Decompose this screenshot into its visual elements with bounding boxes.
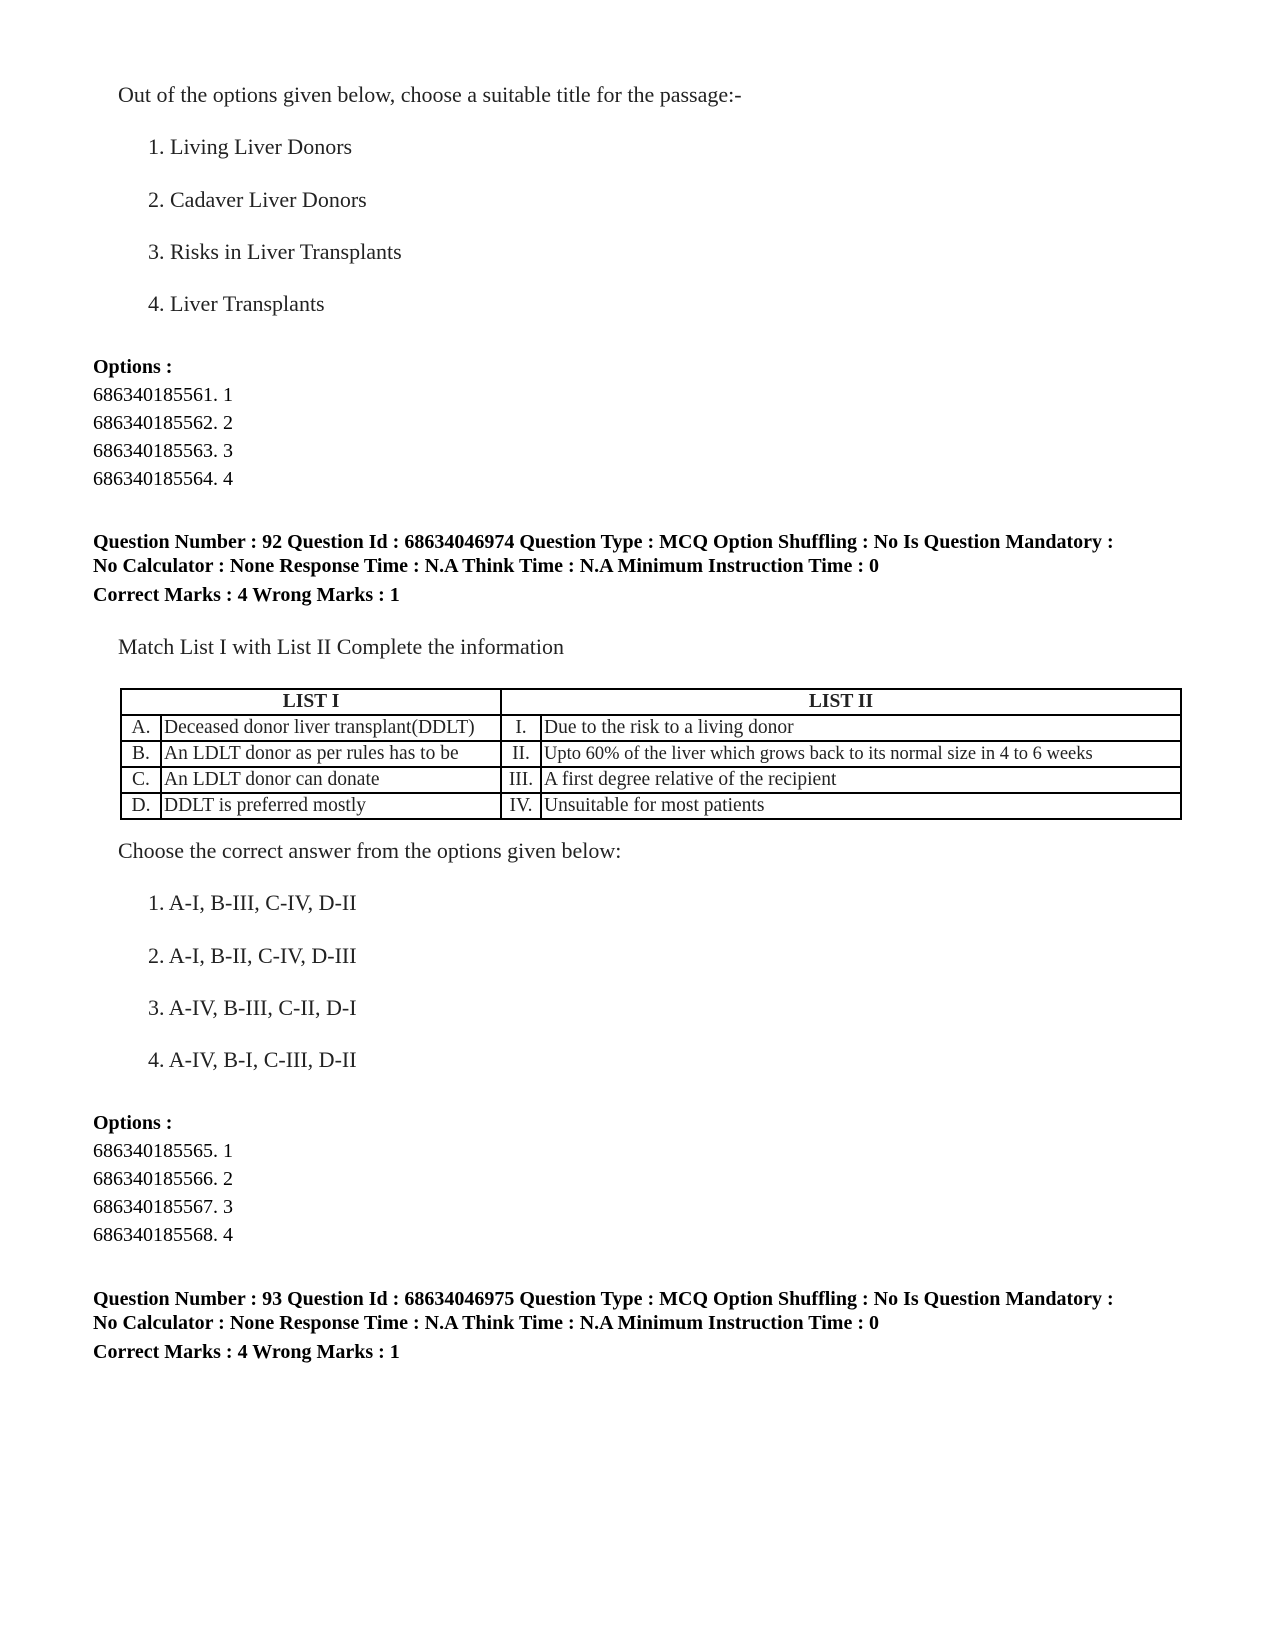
q91-option-id-1: 686340185561. 1 — [93, 384, 233, 406]
q92-options-label: Options : — [93, 1112, 173, 1134]
q92-option-id-4: 686340185568. 4 — [93, 1224, 233, 1246]
list2-numeral: II. — [501, 741, 541, 767]
q91-option-id-3: 686340185563. 3 — [93, 440, 233, 462]
q91-option-id-4: 686340185564. 4 — [93, 468, 233, 490]
list1-letter: B. — [121, 741, 161, 767]
list2-numeral: III. — [501, 767, 541, 793]
q92-choice-2: 2. A-I, B-II, C-IV, D-III — [148, 943, 357, 968]
list2-item: Due to the risk to a living donor — [541, 715, 1181, 741]
table-row — [121, 715, 1181, 741]
q92-option-id-3: 686340185567. 3 — [93, 1196, 233, 1218]
q92-marks: Correct Marks : 4 Wrong Marks : 1 — [93, 584, 400, 606]
q91-choice-3: 3. Risks in Liver Transplants — [148, 239, 402, 264]
q91-stem: Out of the options given below, choose a suitable title for the passage:- — [118, 82, 742, 107]
table-row — [121, 767, 1181, 793]
list2-item: Unsuitable for most patients — [541, 793, 1181, 819]
table-row — [121, 793, 1181, 819]
q91-choice-1: 1. Living Liver Donors — [148, 134, 353, 159]
q92-meta-line2: No Calculator : None Response Time : N.A Think Time : N.A Minimum Instruction Time : 0 — [93, 555, 879, 577]
match-table-header — [121, 689, 1181, 715]
match-table — [120, 688, 1182, 820]
list2-numeral: I. — [501, 715, 541, 741]
list1-item: DDLT is preferred mostly — [161, 793, 501, 819]
q92-option-id-1: 686340185565. 1 — [93, 1140, 233, 1162]
list1-letter: C. — [121, 767, 161, 793]
list2-item: A first degree relative of the recipient — [541, 767, 1181, 793]
q92-option-id-2: 686340185566. 2 — [93, 1168, 233, 1190]
q91-choice-4: 4. Liver Transplants — [148, 291, 325, 316]
q93-marks: Correct Marks : 4 Wrong Marks : 1 — [93, 1341, 400, 1363]
q93-meta-line1: Question Number : 93 Question Id : 68634046975 Question Type : MCQ Option Shuffling : No Is Question Mandatory : — [93, 1288, 1114, 1310]
list1-item: An LDLT donor as per rules has to be — [161, 741, 501, 767]
list1-item: Deceased donor liver transplant(DDLT) — [161, 715, 501, 741]
q92-meta — [93, 530, 1243, 578]
q91-choice-2: 2. Cadaver Liver Donors — [148, 187, 367, 212]
q92-choice-3: 3. A-IV, B-III, C-II, D-I — [148, 995, 357, 1020]
list2-item: Upto 60% of the liver which grows back to its normal size in 4 to 6 weeks — [541, 741, 1181, 767]
list1-header: LIST I — [121, 689, 501, 715]
list2-header: LIST II — [501, 689, 1181, 715]
q92-meta-line1: Question Number : 92 Question Id : 68634046974 Question Type : MCQ Option Shuffling : No Is Question Mandatory : — [93, 531, 1114, 553]
list2-numeral: IV. — [501, 793, 541, 819]
q91-options-label: Options : — [93, 356, 173, 378]
q91-option-id-2: 686340185562. 2 — [93, 412, 233, 434]
q92-stem: Match List I with List II Complete the information — [118, 634, 565, 659]
q93-meta — [93, 1287, 1243, 1335]
list1-letter: A. — [121, 715, 161, 741]
q92-choice-1: 1. A-I, B-III, C-IV, D-II — [148, 890, 357, 915]
list1-letter: D. — [121, 793, 161, 819]
q92-instruction: Choose the correct answer from the options given below: — [118, 838, 622, 863]
table-row — [121, 741, 1181, 767]
list1-item: An LDLT donor can donate — [161, 767, 501, 793]
q93-meta-line2: No Calculator : None Response Time : N.A Think Time : N.A Minimum Instruction Time : 0 — [93, 1312, 879, 1334]
q92-choice-4: 4. A-IV, B-I, C-III, D-II — [148, 1047, 357, 1072]
